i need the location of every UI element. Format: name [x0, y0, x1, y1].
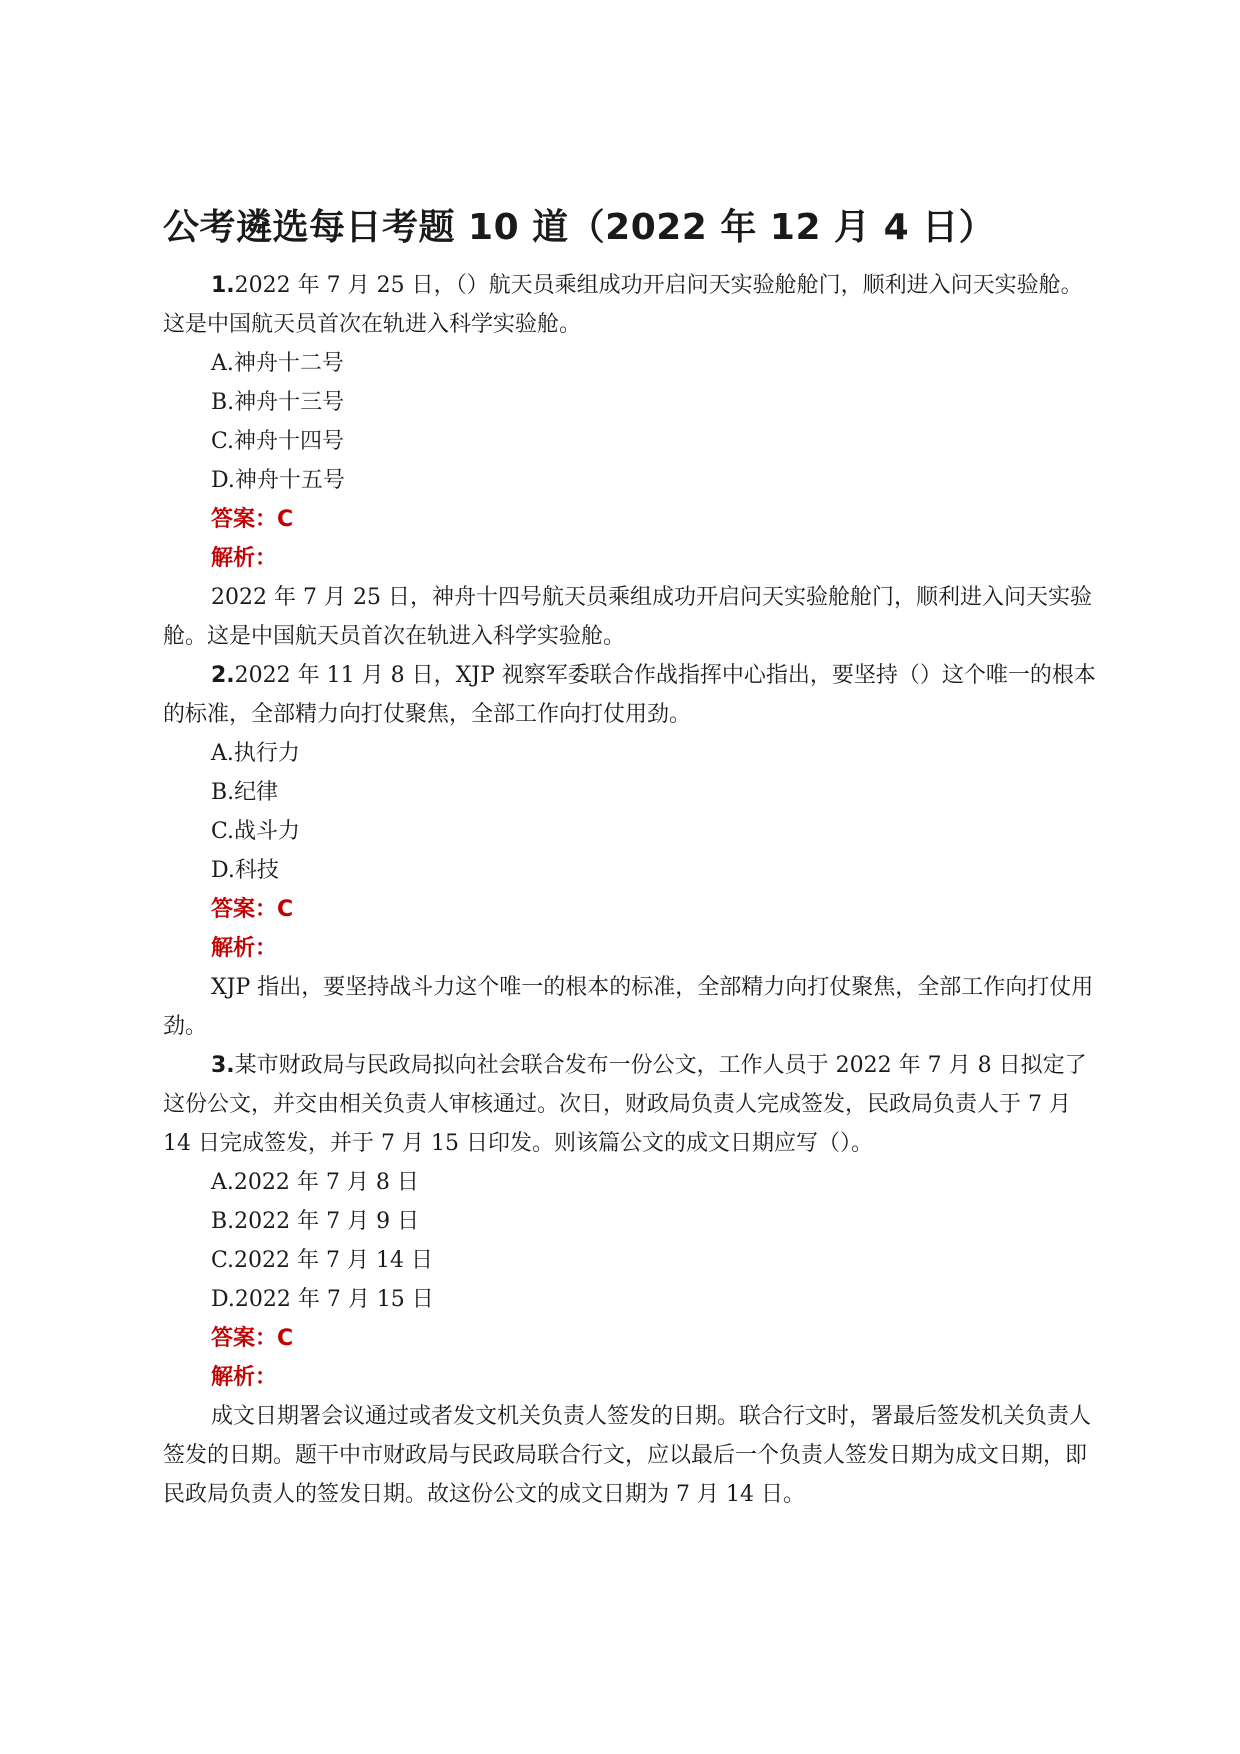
question-stem: [163, 656, 1103, 734]
option-c: C.2022 年 7 月 14 日: [211, 1248, 433, 1273]
answer: 答案：C: [211, 1326, 294, 1351]
answer: 答案：C: [211, 507, 294, 532]
option-c: C.战斗力: [211, 819, 301, 844]
question-2: [163, 656, 1103, 1046]
analysis-text: XJP 指出，要坚持战斗力这个唯一的根本的标准，全部精力向打仗聚焦，全部工作向打仗用劲。: [163, 975, 1094, 1039]
option-d: D.2022 年 7 月 15 日: [211, 1287, 434, 1312]
analysis-text: 2022 年 7 月 25 日，神舟十四号航天员乘组成功开启问天实验舱舱门，顺利进入问天实验舱。这是中国航天员首次在轨进入科学实验舱。: [163, 585, 1092, 649]
analysis-label: 解析：: [211, 936, 278, 961]
option-b: B.纪律: [211, 780, 279, 805]
answer: 答案：C: [211, 897, 294, 922]
option-b: B.2022 年 7 月 9 日: [211, 1209, 420, 1234]
analysis-label: 解析：: [211, 546, 278, 571]
question-number: 3.: [211, 1053, 235, 1078]
question-text: 某市财政局与民政局拟向社会联合发布一份公文，工作人员于 2022 年 7 月 8 日拟定了这份公文，并交由相关负责人审核通过。次日，财政局负责人完成签发，民政局负责人于 7 月 14 日完成签发，并于 7 月 15 日印发。则该篇公文的成文日期应写（）。: [163, 1053, 1087, 1156]
option-a: A.2022 年 7 月 8 日: [211, 1170, 419, 1195]
analysis-label: 解析：: [211, 1365, 278, 1390]
option-b: B.神舟十三号: [211, 390, 345, 415]
question-number: 2.: [211, 663, 235, 688]
question-text: 2022 年 11 月 8 日，XJP 视察军委联合作战指挥中心指出，要坚持（）这个唯一的根本的标准，全部精力向打仗聚焦，全部工作向打仗用劲。: [163, 663, 1096, 727]
option-a: A.神舟十二号: [211, 351, 344, 376]
document-page: [163, 200, 1103, 1514]
option-d: D.科技: [211, 858, 279, 883]
question-1: [163, 266, 1103, 656]
option-a: A.执行力: [211, 741, 300, 766]
option-c: C.神舟十四号: [211, 429, 345, 454]
question-stem: [163, 1046, 1103, 1163]
option-d: D.神舟十五号: [211, 468, 345, 493]
question-3: [163, 1046, 1103, 1514]
analysis-text: 成文日期署会议通过或者发文机关负责人签发的日期。联合行文时，署最后签发机关负责人签发的日期。题干中市财政局与民政局联合行文，应以最后一个负责人签发日期为成文日期，即民政局负责人的签发日期。故这份公文的成文日期为 7 月 14 日。: [163, 1404, 1092, 1507]
question-stem: [163, 266, 1103, 344]
question-number: 1.: [211, 273, 235, 298]
document-title: 公考遴选每日考题 10 道（2022 年 12 月 4 日）: [163, 207, 996, 248]
question-text: 2022 年 7 月 25 日，（）航天员乘组成功开启问天实验舱舱门，顺利进入问天实验舱。这是中国航天员首次在轨进入科学实验舱。: [163, 273, 1083, 337]
